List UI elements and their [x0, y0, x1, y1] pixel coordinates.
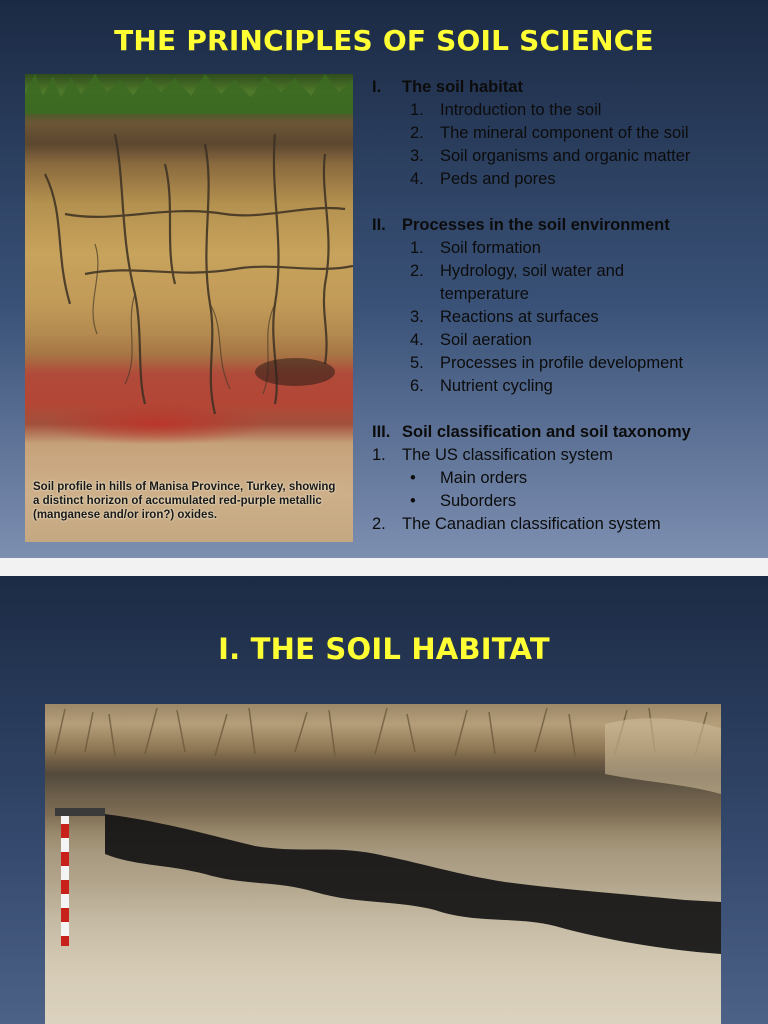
list-item: 1. Soil formation — [410, 239, 541, 257]
list-item: 3. Reactions at surfaces — [410, 308, 599, 326]
root-drawing — [25, 74, 353, 542]
list-item: 2. The Canadian classification system — [372, 515, 661, 533]
list-item: 1. Introduction to the soil — [410, 101, 602, 119]
list-item: 3. Soil organisms and organic matter — [410, 147, 691, 165]
bullet-item: • Main orders — [410, 469, 528, 487]
list-item: 2. The mineral component of the soil — [410, 124, 689, 142]
photo-caption: Soil profile in hills of Manisa Province, Turkey, showing a distinct horizon of accumulated red-purple metallic (manganese and/or iron?) oxides. — [33, 481, 336, 521]
list-item: 5. Processes in profile development — [410, 354, 684, 372]
list-item: 2. Hydrology, soil water and temperature — [410, 262, 625, 303]
list-item: 4. Peds and pores — [410, 170, 556, 188]
course-outline — [372, 76, 764, 536]
list-item: 4. Soil aeration — [410, 331, 532, 349]
slide-title: THE PRINCIPLES OF SOIL SCIENCE — [114, 24, 654, 57]
slide-soil-habitat — [0, 576, 768, 1024]
bullet-item: • Suborders — [410, 492, 517, 510]
soil-layers-drawing — [45, 704, 721, 1024]
soil-profile-photo — [25, 74, 353, 542]
soil-habitat-photo — [45, 704, 721, 1024]
section-heading: II. Processes in the soil environment — [372, 216, 670, 234]
section-heading: I. The soil habitat — [372, 78, 524, 96]
section-heading: III. Soil classification and soil taxonomy — [372, 423, 691, 441]
slide-title: I. THE SOIL HABITAT — [218, 632, 550, 666]
list-item: 1. The US classification system — [372, 446, 613, 464]
list-item: 6. Nutrient cycling — [410, 377, 553, 395]
